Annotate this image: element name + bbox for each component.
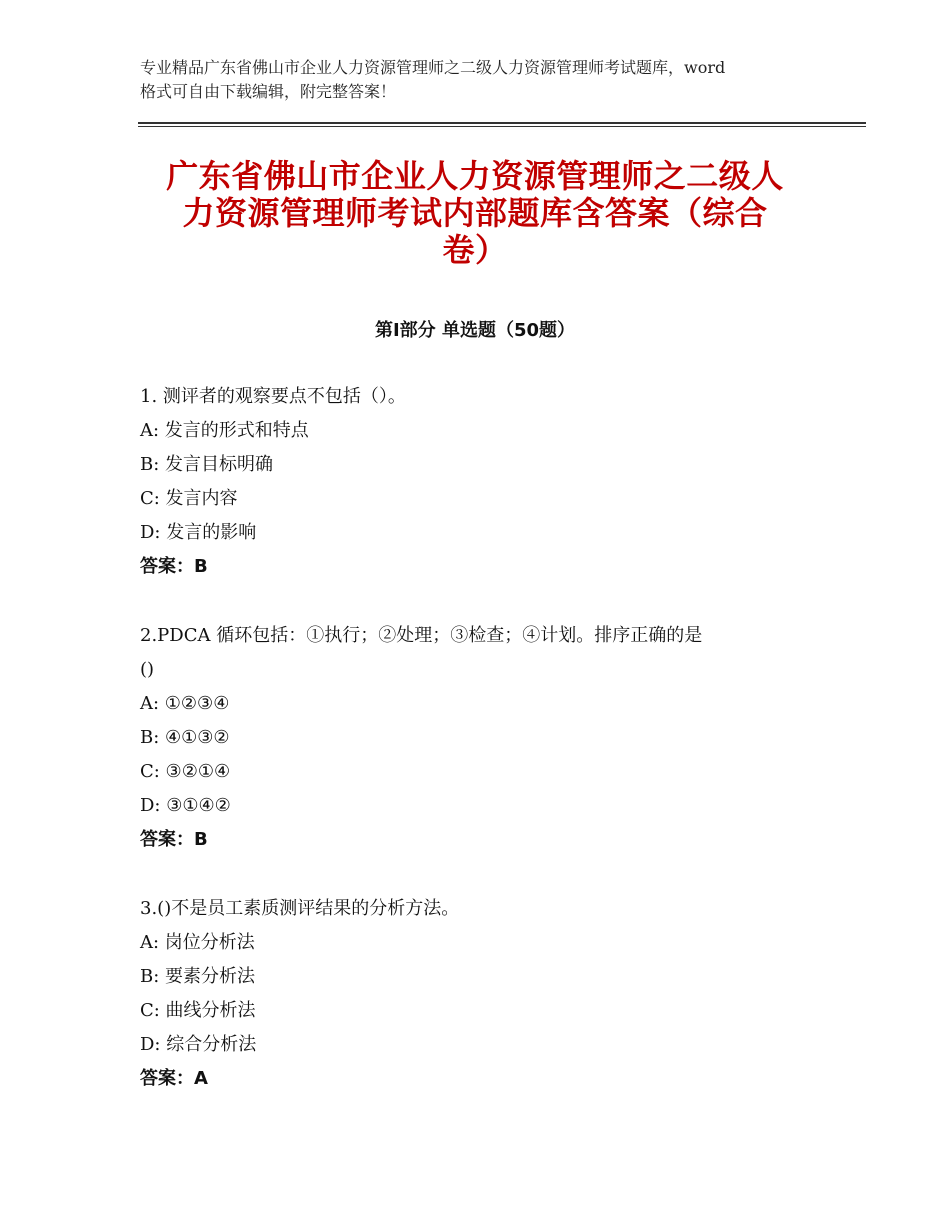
header-note-line2: 格式可自由下载编辑，附完整答案！ <box>140 82 397 101</box>
option-c: C: 发言内容 <box>140 488 238 509</box>
section-heading: 第Ⅰ部分 单选题（50题） <box>374 320 575 341</box>
question-stem: 1. 测评者的观察要点不包括（）。 <box>140 386 406 407</box>
option-b: B: ④①③② <box>140 727 230 748</box>
question-2 <box>140 619 820 857</box>
question-1 <box>140 380 820 584</box>
question-3 <box>140 892 820 1096</box>
question-stem: 2.PDCA 循环包括：①执行；②处理；③检查；④计划。排序正确的是 <box>140 625 703 646</box>
answer-line: 答案：B <box>140 829 208 850</box>
option-a: A: ①②③④ <box>140 693 230 714</box>
header-divider-thin <box>138 126 866 127</box>
answer-line: 答案：A <box>140 1068 208 1089</box>
option-b: B: 要素分析法 <box>140 966 256 987</box>
header-divider-thick <box>138 122 866 124</box>
header-note <box>140 56 830 104</box>
question-stem: 3.()不是员工素质测评结果的分析方法。 <box>140 898 460 919</box>
title-line3: 卷） <box>442 231 508 269</box>
title-line2: 力资源管理师考试内部题库含答案（综合 <box>182 194 768 232</box>
option-d: D: 综合分析法 <box>140 1034 257 1055</box>
option-a: A: 发言的形式和特点 <box>140 420 309 441</box>
document-title <box>138 158 812 269</box>
title-line1: 广东省佛山市企业人力资源管理师之二级人 <box>166 157 784 195</box>
question-stem-continued: () <box>140 659 155 680</box>
option-d: D: ③①④② <box>140 795 231 816</box>
option-b: B: 发言目标明确 <box>140 454 274 475</box>
option-a: A: 岗位分析法 <box>140 932 255 953</box>
option-c: C: 曲线分析法 <box>140 1000 256 1021</box>
answer-line: 答案：B <box>140 556 208 577</box>
header-note-line1: 专业精品广东省佛山市企业人力资源管理师之二级人力资源管理师考试题库，word <box>140 58 726 77</box>
option-d: D: 发言的影响 <box>140 522 257 543</box>
option-c: C: ③②①④ <box>140 761 231 782</box>
